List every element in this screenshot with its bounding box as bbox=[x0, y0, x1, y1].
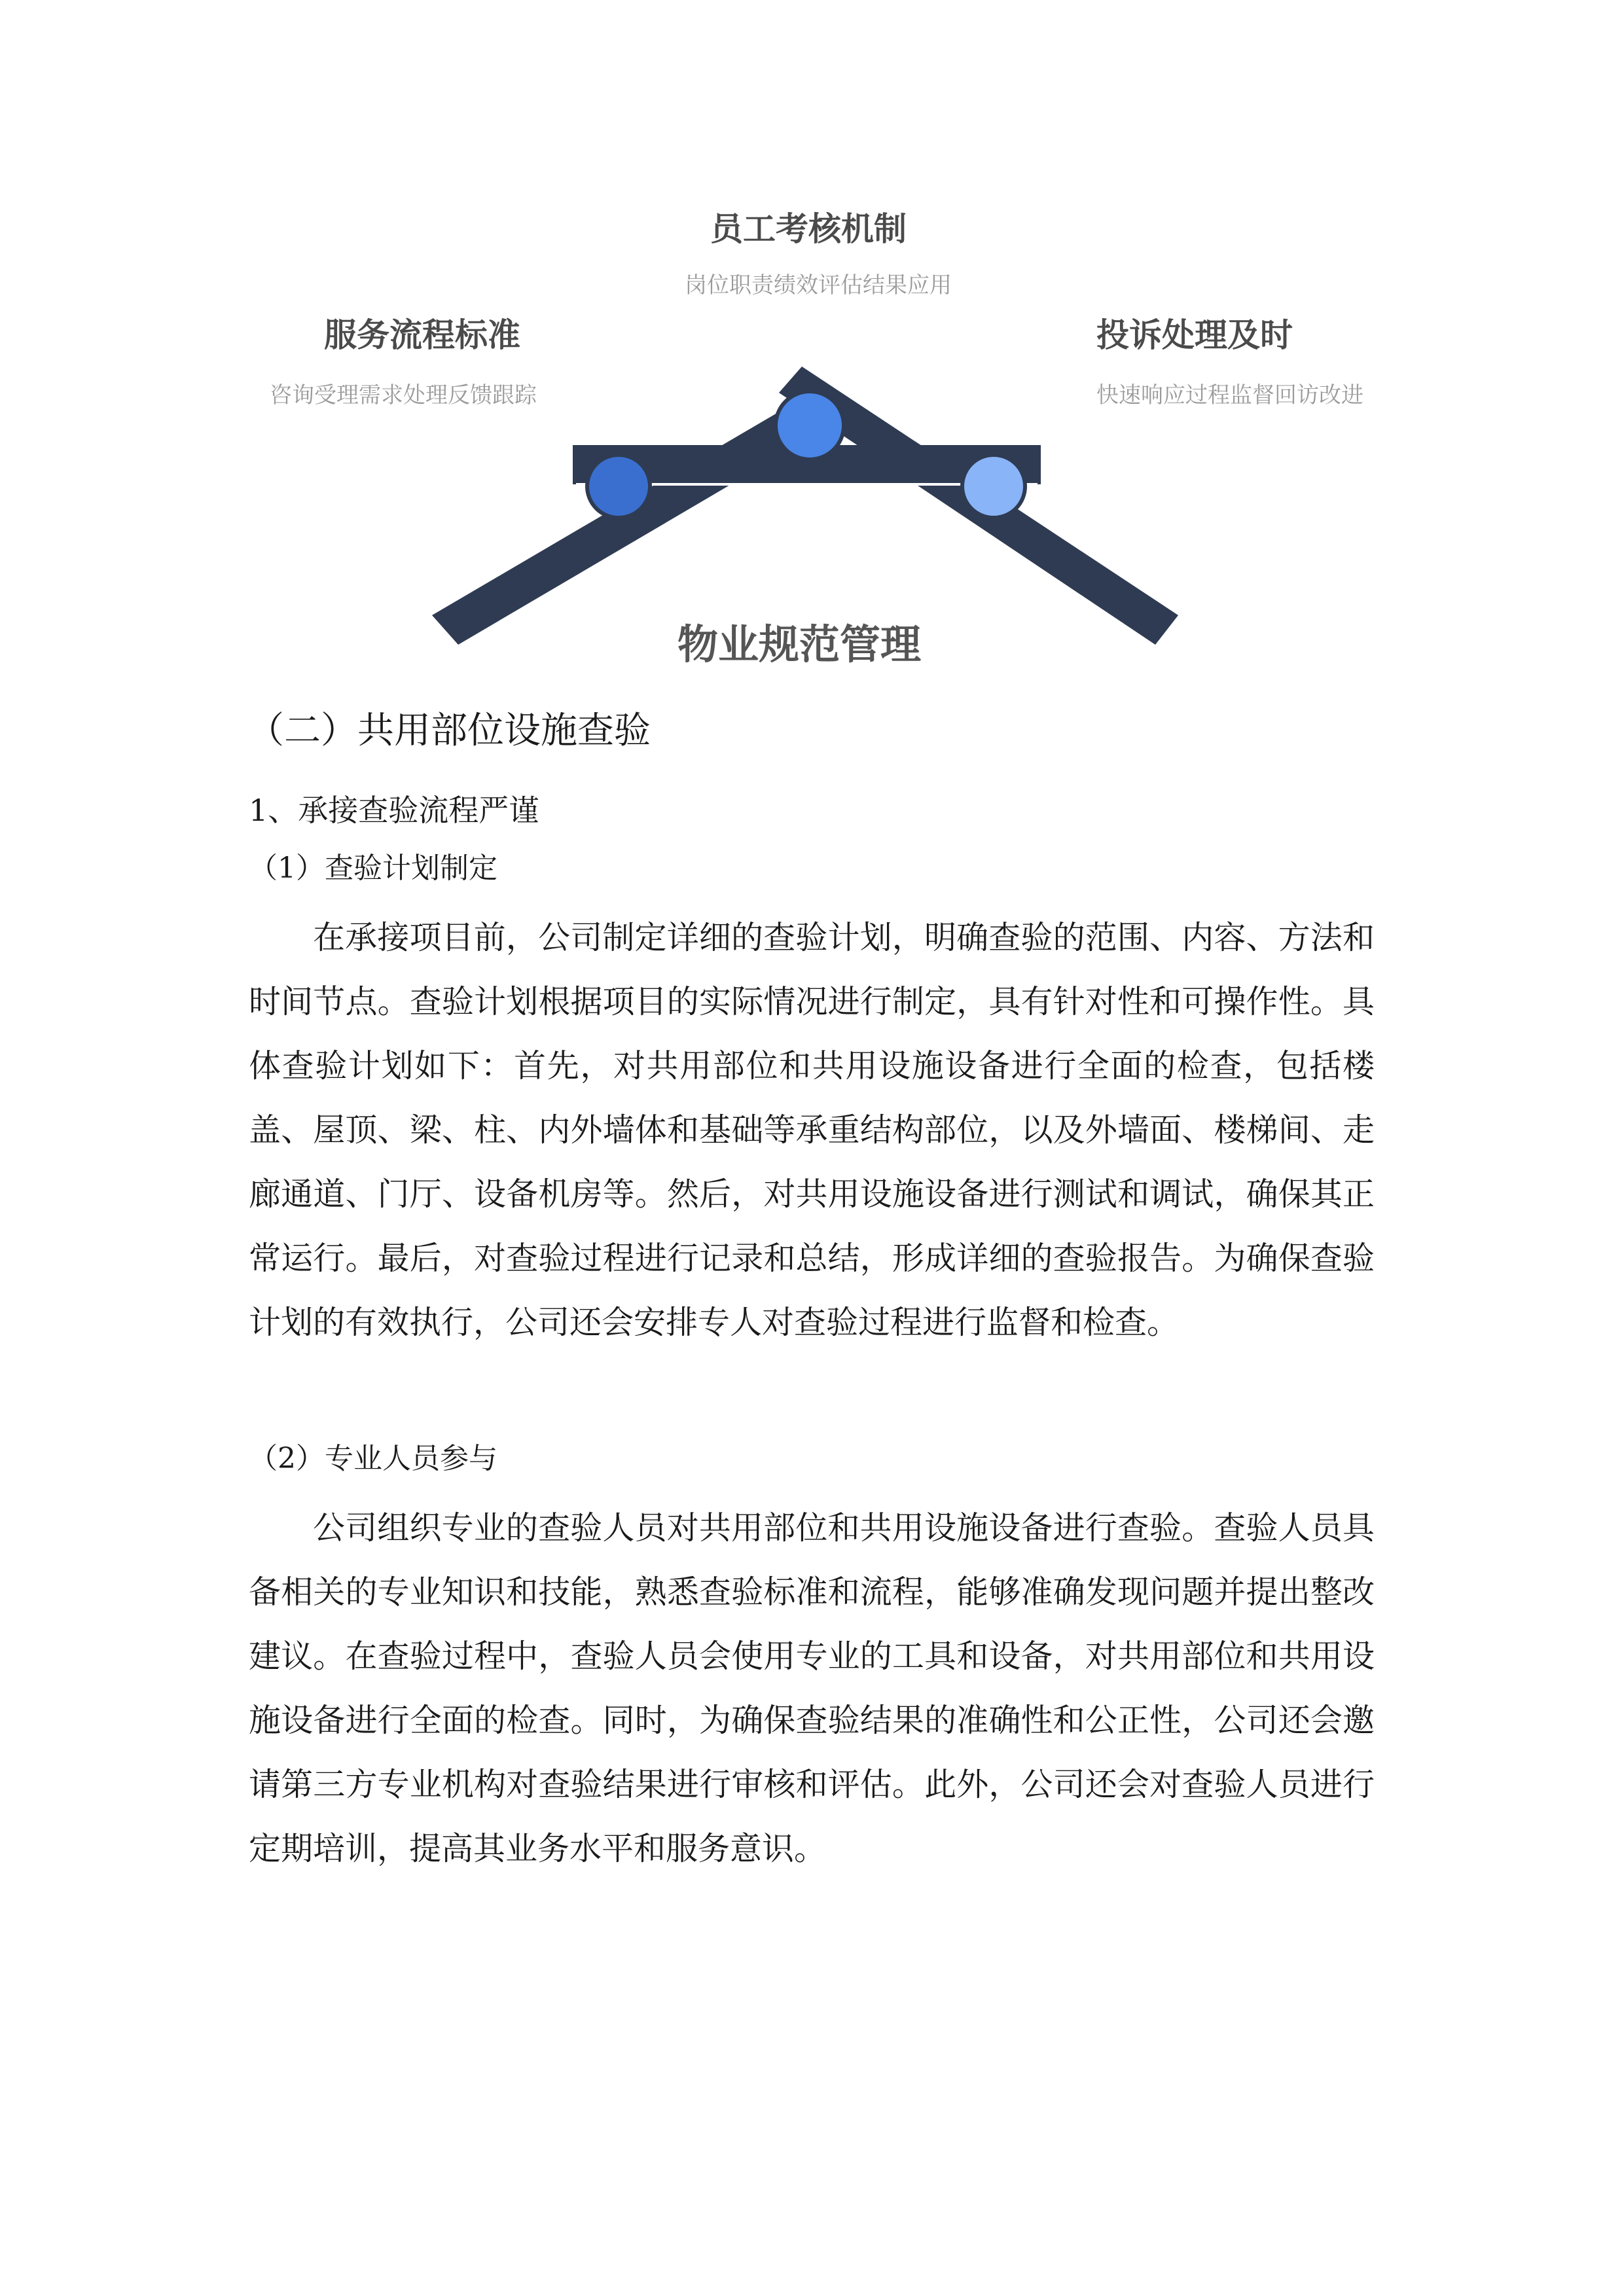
node-right bbox=[962, 455, 1025, 518]
item1-heading: （1）查验计划制定 bbox=[249, 852, 497, 885]
right-title: 投诉处理及时 bbox=[1096, 316, 1293, 354]
left-title: 服务流程标准 bbox=[324, 316, 520, 354]
left-beam bbox=[432, 393, 831, 645]
bottom-title: 物业规范管理 bbox=[677, 620, 922, 668]
diagram-graphic bbox=[0, 0, 1624, 694]
item2-paragraph: 公司组织专业的查验人员对共用部位和共用设施设备进行查验。查验人员具备相关的专业知识和技能，熟悉查验标准和流程，能够准确发现问题并提出整改建议。在查验过程中，查验人员会使用专业的工具和设备，对共用部位和共用设施设备进行全面的检查。同时，为确保查验结果的准确性和公正性，公司还会邀请第三方专业机构对查验结果进行审核和评估。此外，公司还会对查验人员进行定期培训，提高其业务水平和服务意识。 bbox=[249, 1509, 1375, 1867]
node-left bbox=[587, 455, 650, 518]
section-heading: （二）共用部位设施查验 bbox=[247, 709, 651, 752]
node-center bbox=[776, 391, 844, 459]
management-diagram bbox=[0, 0, 1624, 694]
right-subtitle: 快速响应过程监督回访改进 bbox=[1096, 382, 1363, 408]
left-subtitle: 咨询受理需求处理反馈跟踪 bbox=[270, 382, 537, 408]
item2-heading: （2）专业人员参与 bbox=[249, 1442, 497, 1475]
center-subtitle: 岗位职责绩效评估结果应用 bbox=[685, 272, 952, 298]
subsection-heading: 1、承接查验流程严谨 bbox=[249, 793, 539, 828]
center-title: 员工考核机制 bbox=[710, 210, 907, 248]
item1-paragraph: 在承接项目前，公司制定详细的查验计划，明确查验的范围、内容、方法和时间节点。查验计划根据项目的实际情况进行制定，具有针对性和可操作性。具体查验计划如下：首先，对共用部位和共用设施设备进行全面的检查，包括楼盖、屋顶、梁、柱、内外墙体和基础等承重结构部位，以及外墙面、楼梯间、走廊通道、门厅、设备机房等。然后，对共用设施设备进行测试和调试，确保其正常运行。最后，对查验过程进行记录和总结，形成详细的查验报告。为确保查验计划的有效执行，公司还会安排专人对查验过程进行监督和检查。 bbox=[249, 919, 1375, 1341]
